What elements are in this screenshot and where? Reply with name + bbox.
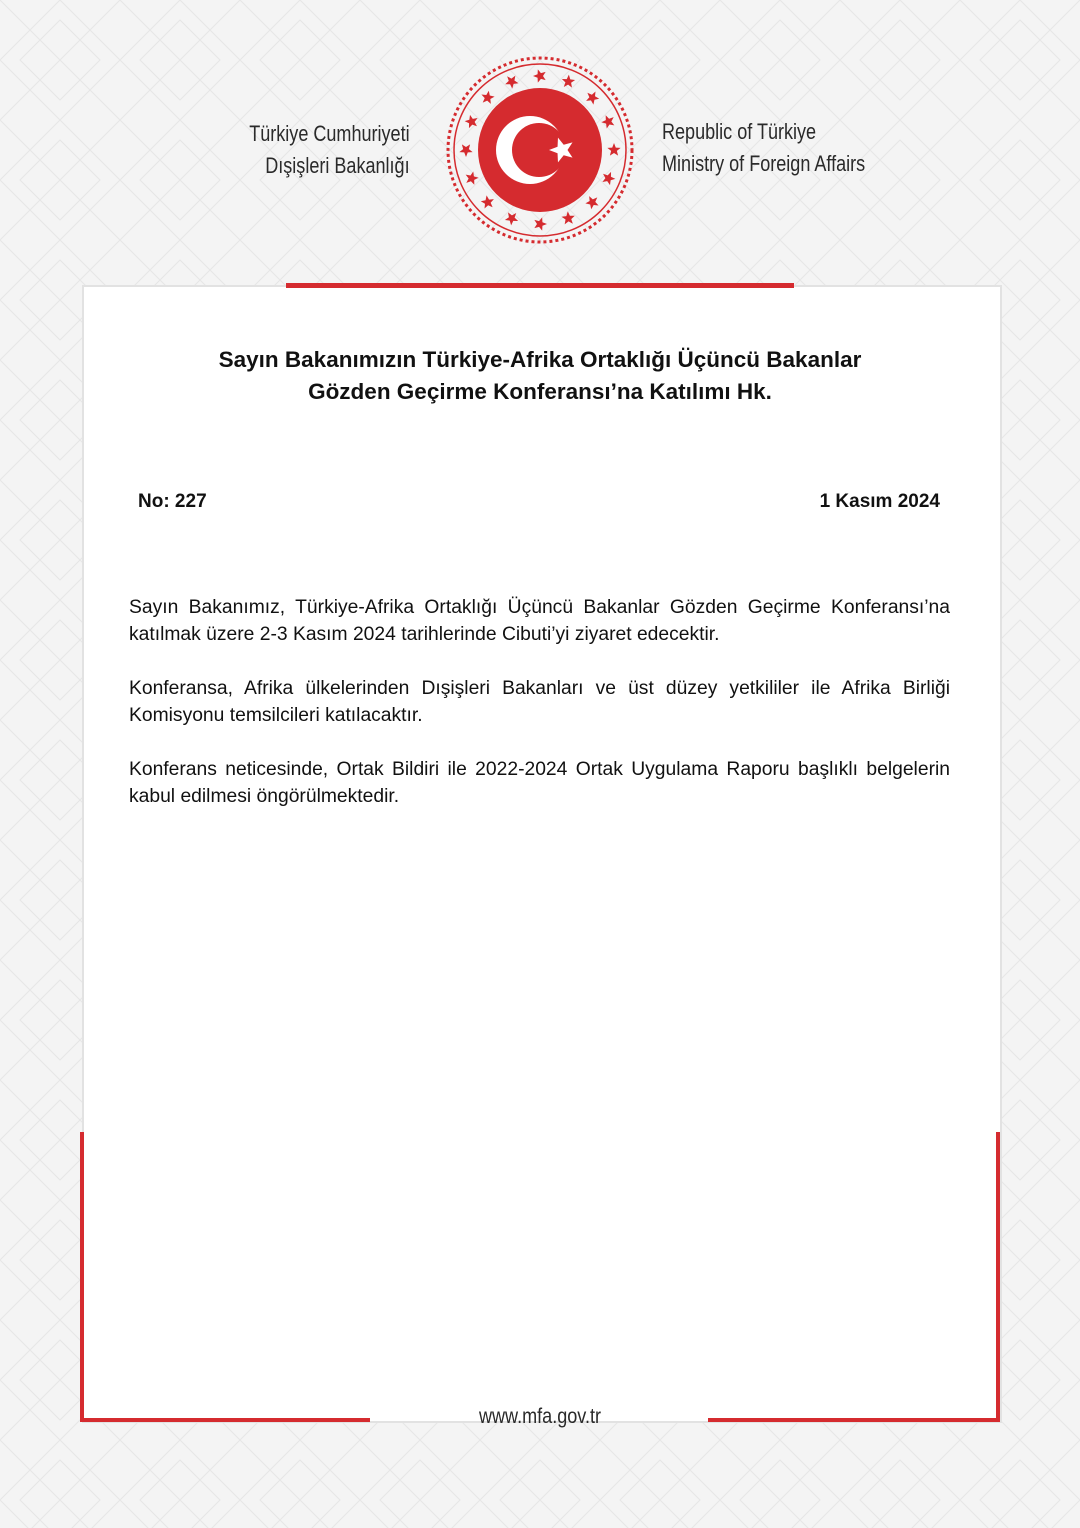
emblem-star-icon — [607, 143, 620, 156]
emblem-star-icon — [602, 172, 615, 185]
emblem-star-icon — [533, 69, 546, 82]
emblem-star-icon — [534, 217, 547, 230]
document-title — [130, 344, 950, 408]
red-corner-right — [996, 1132, 1000, 1422]
top-red-bar — [286, 283, 794, 288]
header-right-line1: Republic of Türkiye — [662, 119, 817, 144]
document-date: 1 Kasım 2024 — [819, 491, 940, 512]
body-paragraph-2: Konferansa, Afrika ülkelerinden Dışişleri Bakanları ve üst düzey yetkililer ile Afrika Birliği Komisyonu temsilcileri katılacaktır. — [129, 678, 950, 726]
emblem-star-icon — [601, 115, 614, 128]
emblem-star-icon — [585, 196, 598, 209]
title-line2: Gözden Geçirme Konferansı’na Katılımı Hk. — [308, 379, 772, 404]
header-turkish-name — [250, 118, 410, 182]
document-frame — [82, 285, 1002, 1423]
emblem-star-icon — [505, 212, 518, 225]
red-corner-left — [80, 1132, 84, 1422]
emblem-star-icon — [562, 211, 575, 224]
header-english-name — [662, 116, 865, 180]
emblem-star-icon — [465, 115, 478, 128]
emblem-star-icon — [466, 172, 479, 185]
emblem-star-icon — [562, 75, 575, 88]
emblem-star-icon — [505, 76, 518, 89]
emblem-star-icon — [459, 144, 472, 157]
header-left-line1: Türkiye Cumhuriyeti — [249, 121, 410, 146]
emblem-star-icon — [481, 195, 494, 208]
footer-website-link[interactable]: www.mfa.gov.tr — [478, 1405, 602, 1428]
document-number: No: 227 — [138, 491, 207, 512]
document-body — [129, 594, 950, 837]
header-left-line2: Dışişleri Bakanlığı — [265, 153, 410, 178]
crescent-star-emblem-icon — [444, 54, 636, 246]
emblem-star-icon — [481, 91, 494, 104]
header-right-line2: Ministry of Foreign Affairs — [662, 151, 866, 176]
body-paragraph-1: Sayın Bakanımız, Türkiye-Afrika Ortaklığı Üçüncü Bakanlar Gözden Geçirme Konferansı’na katılmak üzere 2-3 Kasım 2024 tarihlerinde Cibuti’yi ziyaret edecektir. — [129, 597, 950, 645]
title-line1: Sayın Bakanımızın Türkiye-Afrika Ortaklığı Üçüncü Bakanlar — [218, 347, 862, 372]
emblem-star-icon — [586, 91, 599, 104]
body-paragraph-3: Konferans neticesinde, Ortak Bildiri ile 2022-2024 Ortak Uygulama Raporu başlıklı belgelerin kabul edilmesi öngörülmektedir. — [129, 759, 950, 807]
